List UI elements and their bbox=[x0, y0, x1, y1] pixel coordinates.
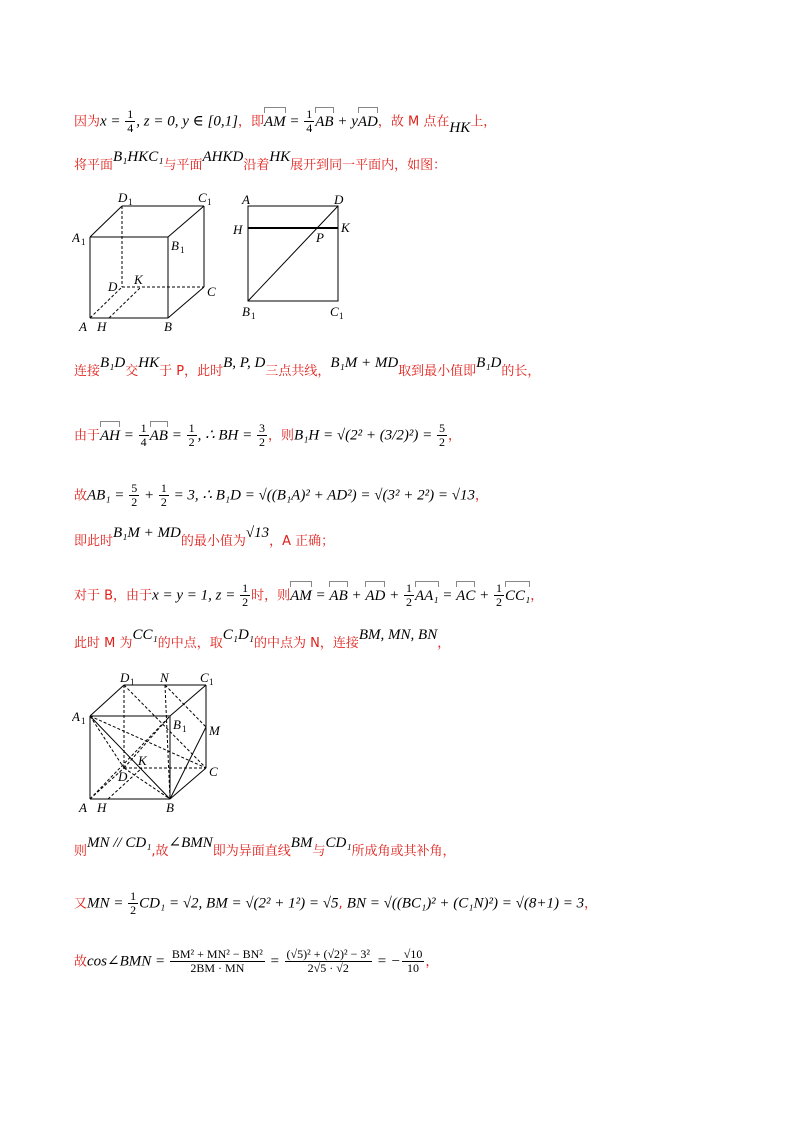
math-expr: B₁HKC₁ bbox=[113, 149, 164, 165]
denominator: 4 bbox=[140, 435, 147, 449]
solution-line-7 bbox=[74, 582, 543, 609]
text-run: 上， bbox=[470, 114, 497, 130]
fig3-label-C1: C bbox=[200, 672, 209, 685]
fig2-label-B1: B bbox=[242, 304, 250, 319]
fig3-label-A: A bbox=[79, 800, 87, 815]
math-expr: + bbox=[140, 487, 158, 504]
fig3-label-D: D bbox=[118, 769, 128, 784]
math-expr: BN = √((BC₁)² + (C₁N)²) = √(8+1) = 3 bbox=[346, 895, 585, 912]
svg-text:1: 1 bbox=[207, 197, 212, 207]
fig3-label-A1: A bbox=[72, 709, 80, 724]
denominator: 2 bbox=[438, 435, 445, 449]
fraction bbox=[187, 422, 197, 449]
math-expr: ∠BMN bbox=[168, 835, 213, 851]
denominator: 2 bbox=[188, 435, 195, 449]
fig1-label-A1: A bbox=[72, 230, 80, 245]
math-expr: , z = 0, y ∈ [0,1] bbox=[136, 113, 238, 130]
math-expr: = bbox=[167, 427, 186, 444]
fig3-label-M: M bbox=[209, 723, 220, 738]
math-expr: cos∠BMN = bbox=[87, 953, 169, 970]
svg-text:1: 1 bbox=[182, 724, 187, 734]
math-expr: B₁D bbox=[100, 355, 126, 371]
math-expr: x = y = 1, z = bbox=[152, 587, 240, 604]
text-run: 与 bbox=[312, 844, 326, 859]
math-expr: AB bbox=[149, 427, 168, 444]
numerator: 1 bbox=[188, 421, 195, 435]
denominator: 2BM · MN bbox=[190, 961, 245, 975]
math-expr: B₁M + MD bbox=[113, 525, 181, 541]
text-run: 时，则 bbox=[251, 588, 291, 604]
fig2-label-H: H bbox=[233, 222, 243, 237]
numerator: 1 bbox=[405, 581, 412, 595]
math-expr: = bbox=[265, 953, 284, 970]
svg-text:1: 1 bbox=[81, 237, 86, 247]
text-run: 取到最小值即 bbox=[398, 364, 477, 379]
text-run: 由于 bbox=[74, 428, 101, 444]
math-expr: = bbox=[285, 113, 304, 130]
fraction bbox=[257, 422, 267, 449]
math-expr: AB bbox=[315, 113, 334, 130]
fraction bbox=[129, 482, 139, 509]
fraction bbox=[304, 108, 314, 135]
math-expr: = bbox=[311, 587, 330, 604]
math-expr: B, P, D bbox=[223, 355, 266, 371]
math-expr: + bbox=[475, 587, 493, 604]
fig2-label-D: D bbox=[334, 192, 344, 207]
text-run: ， bbox=[530, 588, 544, 604]
text-run: 沿着 bbox=[243, 158, 270, 173]
fraction bbox=[170, 948, 265, 975]
svg-text:1: 1 bbox=[130, 677, 135, 687]
svg-text:1: 1 bbox=[180, 245, 185, 255]
denominator: 10 bbox=[407, 961, 420, 975]
fraction bbox=[159, 482, 169, 509]
numerator: 1 bbox=[160, 481, 167, 495]
text-run: 交 bbox=[125, 364, 139, 379]
fig3-label-H: H bbox=[97, 800, 107, 815]
text-run: 此时 M 为 bbox=[74, 636, 133, 651]
fig1-label-B: B bbox=[164, 319, 172, 334]
solution-line-10 bbox=[74, 890, 597, 917]
fig2-label-P: P bbox=[316, 230, 324, 245]
solution-line-6 bbox=[74, 525, 335, 551]
denominator: 2 bbox=[495, 595, 502, 609]
math-expr: B₁D bbox=[476, 355, 502, 371]
fig3-label-K: K bbox=[138, 753, 147, 768]
math-expr: = bbox=[438, 587, 457, 604]
math-expr: B₁M + MD bbox=[330, 355, 399, 371]
solution-line-11 bbox=[74, 948, 438, 975]
math-expr: B₁H = √(2² + (3/2)²) = bbox=[294, 427, 436, 444]
solution-line-9 bbox=[74, 835, 456, 861]
text-run: 将平面 bbox=[74, 158, 114, 173]
denominator: 4 bbox=[306, 121, 313, 135]
math-expr: C₁D₁ bbox=[222, 627, 255, 643]
fraction bbox=[402, 948, 425, 975]
text-run: ， bbox=[437, 636, 451, 651]
fig1-label-C: C bbox=[207, 284, 216, 299]
math-expr: AM bbox=[263, 113, 286, 130]
fig3-label-C: C bbox=[209, 764, 218, 779]
denominator: 2 bbox=[242, 595, 249, 609]
text-run: ,故 bbox=[151, 844, 169, 859]
fraction bbox=[494, 582, 504, 609]
math-expr: = − bbox=[373, 953, 401, 970]
text-run: 又 bbox=[74, 896, 88, 912]
text-run: 故 bbox=[74, 954, 88, 970]
cube-figure-1 bbox=[72, 192, 222, 337]
svg-text:1: 1 bbox=[251, 311, 256, 321]
solution-line-1 bbox=[74, 108, 496, 135]
solution-line-3 bbox=[74, 355, 541, 381]
text-run: 展开到同一平面内，如图： bbox=[290, 158, 447, 173]
text-run: ， bbox=[425, 954, 439, 970]
numerator: (√5)² + (√2)² − 3² bbox=[286, 947, 370, 961]
text-run: ，A 正确； bbox=[269, 534, 335, 549]
numerator: 5 bbox=[438, 421, 445, 435]
math-expr: + bbox=[385, 587, 403, 604]
fig1-label-D: D bbox=[108, 279, 118, 294]
text-run: 于 P，此时 bbox=[159, 364, 224, 379]
solution-line-2 bbox=[74, 149, 447, 175]
fig2-label-C1: C bbox=[330, 304, 339, 319]
solution-line-5 bbox=[74, 482, 488, 509]
math-expr: CC₁ bbox=[504, 587, 531, 604]
math-expr: HK bbox=[138, 355, 160, 371]
fig1-label-K: K bbox=[134, 272, 143, 287]
math-expr: MN = bbox=[87, 895, 128, 912]
denominator: 2 bbox=[160, 495, 167, 509]
fig3-label-B1: B bbox=[173, 717, 181, 732]
text-run: ，即 bbox=[237, 114, 264, 130]
math-expr: , ∴ BH = bbox=[197, 427, 257, 444]
math-expr: BM bbox=[290, 835, 313, 851]
text-run: 所成角或其补角， bbox=[351, 844, 456, 859]
numerator: 3 bbox=[259, 421, 266, 435]
text-run: 的最小值为 bbox=[180, 534, 246, 549]
svg-text:1: 1 bbox=[339, 311, 344, 321]
numerator: 1 bbox=[495, 581, 502, 595]
math-expr: MN // CD₁ bbox=[87, 835, 152, 851]
fig1-label-B1: B bbox=[171, 238, 179, 253]
math-expr: √13 bbox=[245, 525, 270, 541]
math-expr: = bbox=[120, 427, 138, 444]
numerator: 1 bbox=[130, 889, 137, 903]
denominator: 4 bbox=[127, 121, 134, 135]
text-run: ，则 bbox=[268, 428, 295, 444]
fig3-label-N: N bbox=[160, 672, 169, 685]
math-expr: AM bbox=[290, 587, 312, 604]
text-run: 对于 B，由于 bbox=[74, 588, 153, 604]
math-expr: + bbox=[347, 587, 366, 604]
math-expr: CD₁ = √2, BM = √(2² + 1²) = √5 bbox=[139, 895, 339, 912]
fraction bbox=[125, 108, 135, 135]
math-expr: AB bbox=[329, 587, 348, 604]
text-run: 与平面 bbox=[163, 158, 203, 173]
math-expr: CD₁ bbox=[325, 835, 352, 851]
math-expr: CC₁ bbox=[132, 627, 158, 643]
fig3-label-B: B bbox=[166, 800, 174, 815]
text-run: 的中点为 N，连接 bbox=[254, 636, 359, 651]
text-run: 即此时 bbox=[74, 534, 114, 549]
math-expr: AD bbox=[365, 587, 386, 604]
cube-figure-2 bbox=[72, 672, 232, 817]
text-run: 即为异面直线 bbox=[212, 844, 291, 859]
fig3-label-D1: D bbox=[120, 672, 130, 685]
numerator: 1 bbox=[140, 421, 147, 435]
denominator: 2 bbox=[405, 595, 412, 609]
numerator: 1 bbox=[242, 581, 249, 595]
math-expr: AD bbox=[357, 113, 378, 130]
math-expr: AH bbox=[100, 427, 121, 444]
unfolded-plane-figure bbox=[230, 192, 360, 324]
denominator: 2 bbox=[130, 903, 137, 917]
text-run: 则 bbox=[74, 844, 88, 859]
math-expr: HK bbox=[269, 149, 291, 165]
fraction bbox=[139, 422, 149, 449]
math-expr: AC bbox=[456, 587, 476, 604]
fraction bbox=[437, 422, 447, 449]
text-run: ， bbox=[474, 488, 488, 504]
text-run: , bbox=[338, 896, 347, 912]
svg-text:1: 1 bbox=[81, 716, 86, 726]
math-expr: x = bbox=[100, 113, 125, 130]
math-expr: BM, MN, BN bbox=[358, 627, 438, 643]
numerator: 1 bbox=[127, 107, 134, 121]
fig1-label-D1: D bbox=[118, 192, 128, 205]
svg-text:1: 1 bbox=[128, 197, 133, 207]
fig1-label-C1: C bbox=[198, 192, 207, 205]
fig2-label-K: K bbox=[341, 220, 350, 235]
denominator: 2 bbox=[259, 435, 266, 449]
denominator: 2√5 · √2 bbox=[307, 961, 349, 975]
numerator: 5 bbox=[131, 481, 138, 495]
math-expr: AHKD bbox=[202, 149, 244, 165]
text-run: ，故 M 点在 bbox=[377, 114, 450, 130]
numerator: 1 bbox=[306, 107, 313, 121]
denominator: 2 bbox=[131, 495, 138, 509]
text-run: 的长， bbox=[501, 364, 541, 379]
fig1-label-A: A bbox=[79, 319, 87, 334]
solution-line-8 bbox=[74, 627, 451, 653]
fraction bbox=[128, 890, 138, 917]
numerator: √10 bbox=[403, 947, 423, 961]
fig2-label-A: A bbox=[242, 192, 250, 207]
fig1-label-H: H bbox=[97, 319, 107, 334]
math-expr: HK bbox=[449, 119, 471, 136]
text-run: 连接 bbox=[74, 364, 101, 379]
fraction bbox=[240, 582, 250, 609]
text-run: 三点共线， bbox=[265, 364, 331, 379]
numerator: BM² + MN² − BN² bbox=[171, 947, 263, 961]
text-run: ， bbox=[584, 896, 598, 912]
text-run: 的中点，取 bbox=[157, 636, 223, 651]
math-expr: = 3, ∴ B₁D = √((B₁A)² + AD²) = √(3² + 2²) = √13 bbox=[169, 487, 475, 504]
solution-line-4 bbox=[74, 422, 461, 449]
svg-text:1: 1 bbox=[209, 677, 214, 687]
text-run: ， bbox=[447, 428, 461, 444]
math-expr: + y bbox=[333, 113, 358, 130]
text-run: 故 bbox=[74, 488, 88, 504]
fraction bbox=[285, 948, 372, 975]
fraction bbox=[404, 582, 414, 609]
math-expr: AB₁ = bbox=[87, 487, 129, 504]
text-run: 因为 bbox=[74, 114, 101, 130]
math-expr: AA₁ bbox=[414, 587, 439, 604]
